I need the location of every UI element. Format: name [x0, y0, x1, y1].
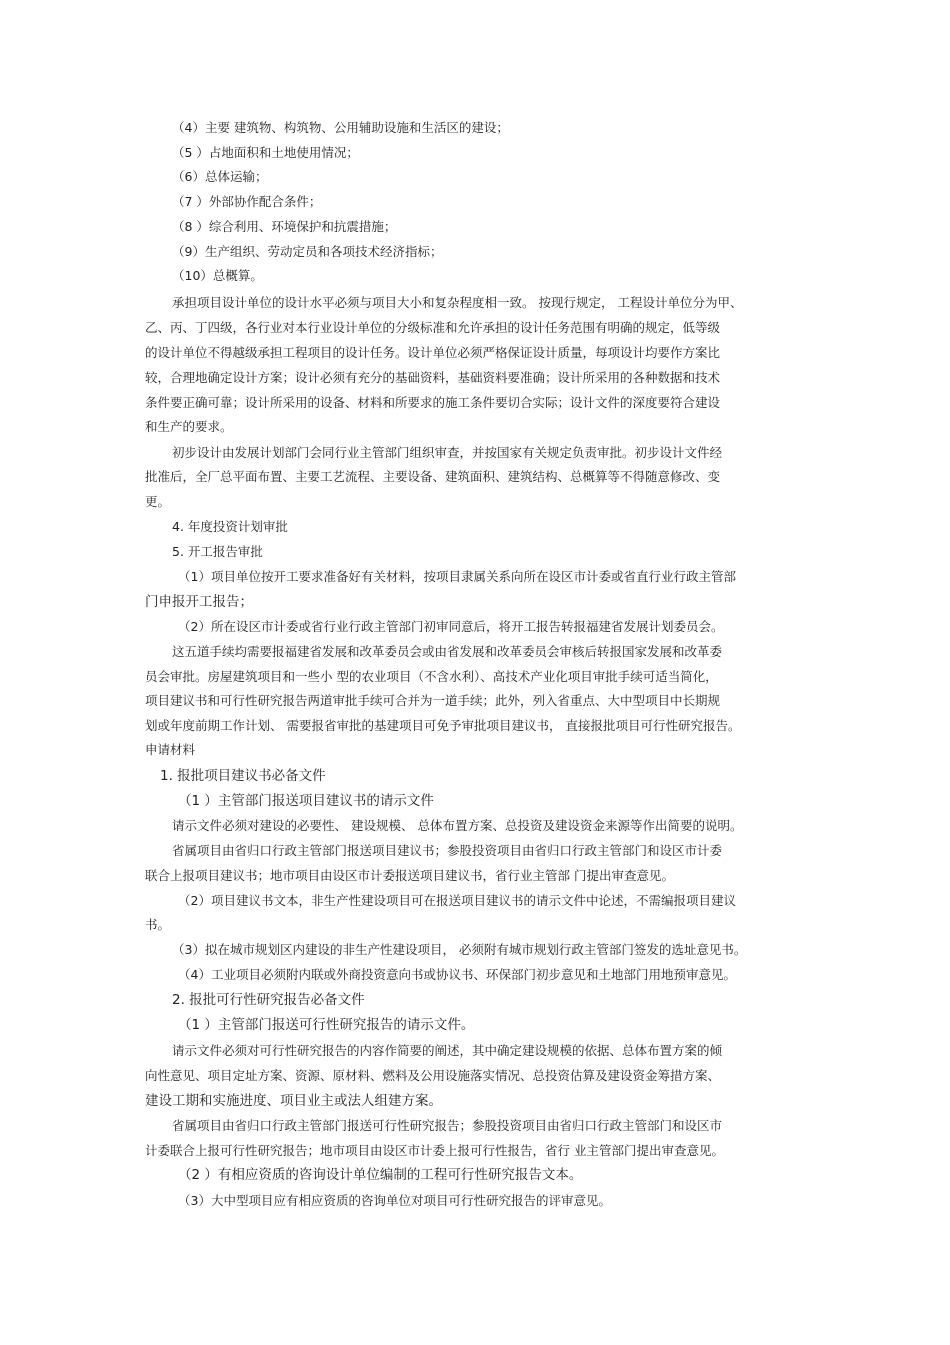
text-line: 书。 — [145, 917, 171, 932]
section-heading: 申请材料 — [145, 742, 196, 757]
text-line: 向性意见、项目定址方案、资源、原材料、燃料及公用设施落实情况、总投资估算及建设资金筹措方案、 — [145, 1068, 721, 1083]
text-line: 较，合理地确定设计方案；设计必须有充分的基础资料，基础资料要准确；设计所采用的各种数据和技术 — [145, 370, 721, 385]
text-line: （3）大中型项目应有相应资质的咨询单位对项目可行性研究报告的评审意见。 — [178, 1193, 611, 1208]
text-line: 的设计单位不得越级承担工程项目的设计任务。设计单位必须严格保证设计质量，每项设计均要作方案比 — [145, 345, 721, 360]
text-line: （4）工业项目必须附内联或外商投资意向书或协议书、环保部门初步意见和土地部门用地预审意见。 — [178, 967, 736, 982]
text-line: 联合上报项目建议书；地市项目由设区市计委报送项目建议书，省行业主管部 门提出审查意见。 — [145, 868, 674, 883]
text-line: （6）总体运输； — [172, 169, 268, 184]
text-line: 请示文件必须对建设的必要性、 建设规模、 总体布置方案、总投资及建设资金来源等作出简要的说明。 — [172, 818, 743, 833]
text-line: 请示文件必须对可行性研究报告的内容作简要的阐述，其中确定建设规模的依据、总体布置方案的倾 — [172, 1043, 723, 1058]
text-line: 计委联合上报可行性研究报告；地市项目由设区市计委上报可行性报告，省行 业主管部门提出审查意见。 — [145, 1143, 724, 1158]
text-line: 这五道手续均需要报福建省发展和改革委员会或由省发展和改革委员会审核后转报国家发展和改革委 — [172, 644, 723, 659]
text-line: （10）总概算。 — [172, 268, 263, 283]
text-line: 划或年度前期工作计划、 需要报省审批的基建项目可免予审批项目建议书， 直接报批项目可行性研究报告。 — [145, 718, 741, 733]
text-line: 乙、丙、丁四级，各行业对本行业设计单位的分级标准和允许承担的设计任务范围有明确的规定，低等级 — [145, 320, 721, 335]
text-line: （8 ）综合利用、环境保护和抗震措施； — [172, 219, 397, 234]
text-line: 项目建议书和可行性研究报告两道审批手续可合并为一道手续；此外，列入省重点、大中型项目中长期规 — [145, 693, 721, 708]
text-line: 条件要正确可靠；设计所采用的设备、材料和所要求的施工条件要切合实际；设计文件的深度要符合建设 — [145, 395, 721, 410]
section-heading: 4. 年度投资计划审批 — [172, 519, 288, 534]
text-line: （4）主要 建筑物、构筑物、公用辅助设施和生活区的建设； — [172, 120, 509, 135]
text-line: （3）拟在城市规划区内建设的非生产性建设项目， 必须附有城市规划行政主管部门签发的选址意见书。 — [172, 942, 747, 957]
text-line: （1）项目单位按开工要求准备好有关材料，按项目隶属关系向所在设区市计委或省直行业行政主管部 — [178, 569, 736, 584]
text-line: （9）生产组织、劳动定员和各项技术经济指标； — [172, 244, 443, 259]
text-line: （5 ）占地面积和土地使用情况； — [172, 145, 359, 160]
text-line: 初步设计由发展计划部门会同行业主管部门组织审查，并按国家有关规定负责审批。初步设计文件经 — [172, 445, 723, 460]
text-line: 批准后，全厂总平面布置、主要工艺流程、主要设备、建筑面积、建筑结构、总概算等不得随意修改、变 — [145, 469, 721, 484]
text-line: 省属项目由省归口行政主管部门报送项目建议书；参股投资项目由省归口行政主管部门和设区市计委 — [172, 843, 723, 858]
section-heading: 5. 开工报告审批 — [172, 544, 263, 559]
text-line: （2）项目建议书文本，非生产性建设项目可在报送项目建议书的请示文件中论述，不需编报项目建议 — [178, 893, 736, 908]
text-line: （1 ）主管部门报送可行性研究报告的请示文件。 — [178, 1017, 475, 1033]
text-line: 建设工期和实施进度、项目业主或法人组建方案。 — [145, 1093, 442, 1109]
text-line: 省属项目由省归口行政主管部门报送可行性研究报告；参股投资项目由省归口行政主管部门和设区市 — [172, 1118, 723, 1133]
section-heading: 1. 报批项目建议书必备文件 — [160, 768, 326, 784]
section-heading: 2. 报批可行性研究报告必备文件 — [172, 992, 365, 1008]
text-line: （1 ）主管部门报送项目建议书的请示文件 — [178, 793, 434, 809]
text-line: 更。 — [145, 494, 171, 509]
text-line: （7 ）外部协作配合条件； — [172, 194, 322, 209]
text-line: 门申报开工报告； — [145, 594, 253, 610]
text-line: （2 ）有相应资质的咨询设计单位编制的工程可行性研究报告文本。 — [178, 1167, 583, 1183]
text-line: （2）所在设区市计委或省行业行政主管部门初审同意后，将开工报告转报福建省发展计划委员会。 — [178, 619, 724, 634]
text-line: 和生产的要求。 — [145, 419, 233, 434]
text-line: 承担项目设计单位的设计水平必须与项目大小和复杂程度相一致。 按现行规定， 工程设计单位分为甲、 — [172, 295, 743, 310]
text-line: 员会审批。房屋建筑项目和一些小 型的农业项目（不含水利）、高技术产业化项目审批手续可适当简化， — [145, 669, 718, 684]
